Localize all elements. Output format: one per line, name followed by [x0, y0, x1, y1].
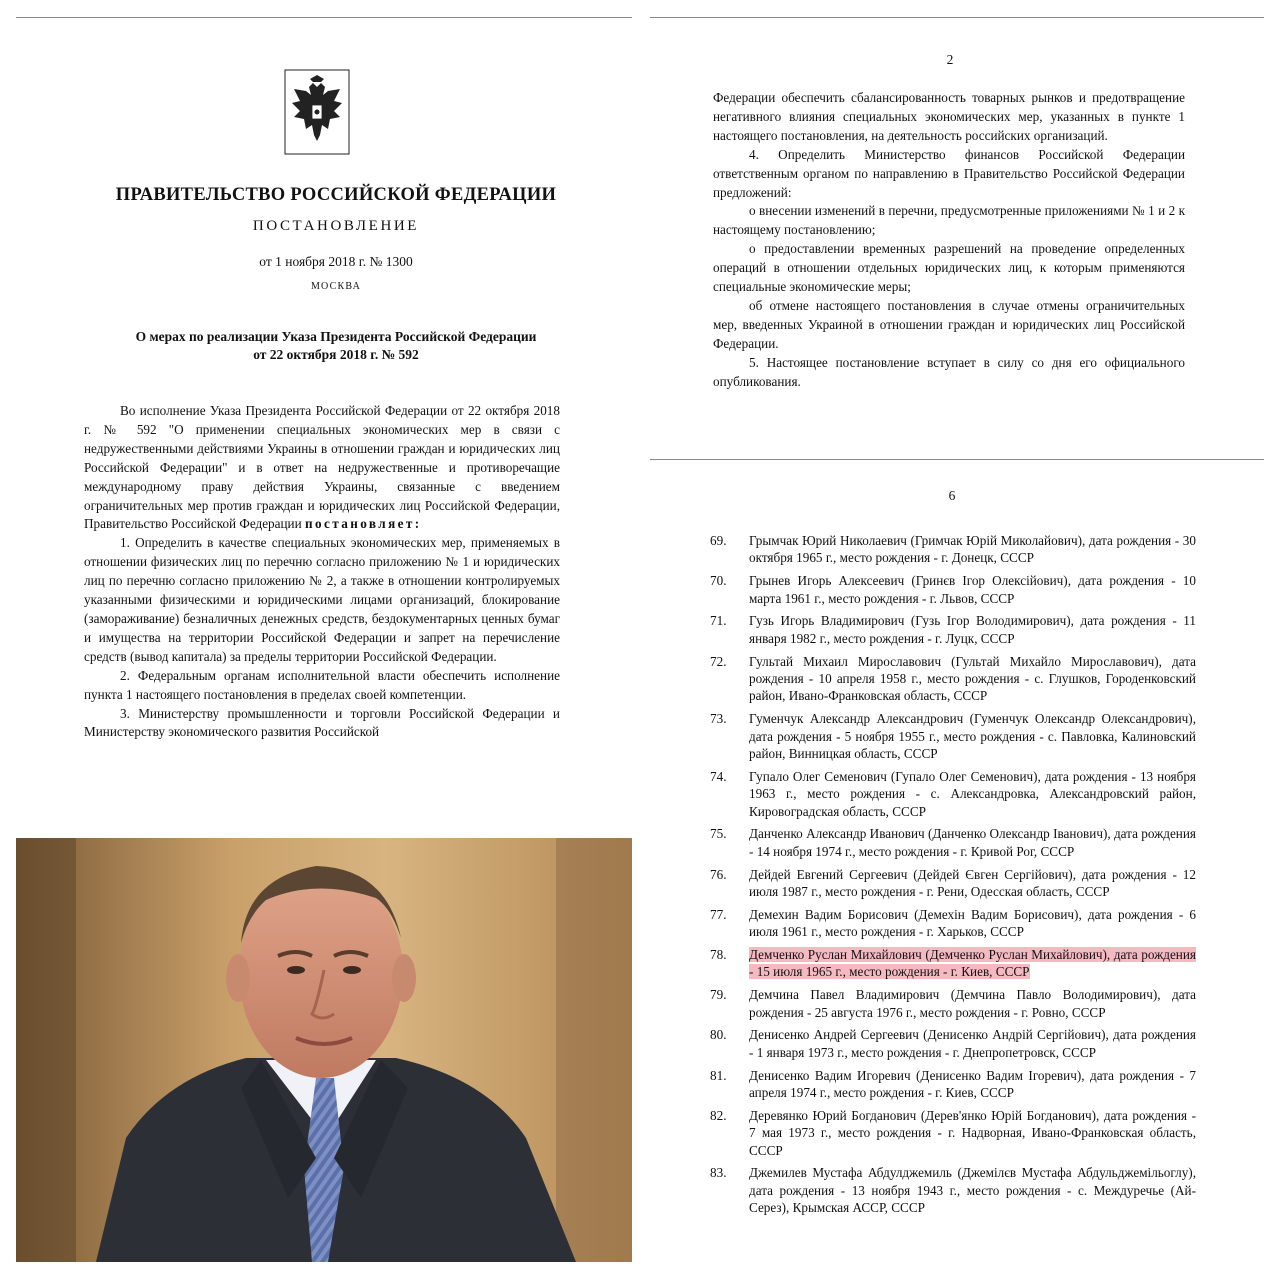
- divider-line: [650, 459, 1264, 460]
- list-item-number: 79.: [710, 987, 727, 1003]
- list-item-text-span: Денисенко Андрей Сергеевич (Денисенко Андрій Сергійович), дата рождения - 1 января 1973 г., место рождения - г. Днепропетровск, СССР: [749, 1027, 1196, 1060]
- list-item-text: [749, 768, 1196, 820]
- item-4: 4. Определить Министерство финансов Российской Федерации ответственным органом по направлению в Правительство Российской Федерации предложений:: [713, 146, 1185, 200]
- russian-coat-of-arms-icon: [284, 69, 350, 155]
- portrait-photo-icon: [16, 838, 632, 1262]
- list-item-text: [749, 532, 1196, 567]
- document-body: [84, 402, 560, 742]
- sub-item-3: об отмене настоящего постановления в случае отмены ограничительных мер, введенных Украиной в отношении граждан и юридических лиц Российской Федерации.: [713, 297, 1185, 351]
- list-item-number: 74.: [710, 768, 727, 784]
- subject-line-1: О мерах по реализации Указа Президента Российской Федерации: [135, 329, 537, 344]
- list-item: [710, 710, 1196, 762]
- list-item-number: 69.: [710, 533, 727, 548]
- list-item-text: [749, 906, 1196, 941]
- item-3: 3. Министерству промышленности и торговли Российской Федерации и Министерству экономического развития Российской: [84, 705, 560, 740]
- list-item-text: [749, 986, 1196, 1021]
- list-item-text: [749, 866, 1196, 901]
- page-number-6: 6: [948, 488, 956, 503]
- list-item: [710, 1026, 1196, 1061]
- list-item-number: 70.: [710, 573, 727, 589]
- list-item-number: 78.: [710, 947, 727, 963]
- list-item-text-span: Гультай Михаил Мирославович (Гультай Михайло Мирославович), дата рождения - 10 апреля 1958 г., место рождения - с. Глушков, Городенковский район, Ивано-Франковская область, СССР: [749, 653, 1196, 704]
- list-item-number: 77.: [710, 906, 727, 922]
- list-item-number: 71.: [710, 613, 727, 629]
- list-item: [710, 1164, 1196, 1216]
- list-item-text-span: Гуменчук Александр Александрович (Гуменчук Олександр Олександрович), дата рождения - 5 ноября 1955 г., место рождения - с. Павловка, Калиновский район, Винницкая область, СССР: [749, 711, 1196, 762]
- list-item: [710, 653, 1196, 705]
- list-item: [710, 986, 1196, 1021]
- subject-line-2: от 22 октября 2018 г. № 592: [253, 347, 419, 362]
- document-subject: [86, 328, 586, 364]
- list-item-text: [749, 1026, 1196, 1061]
- list-item: [710, 612, 1196, 647]
- list-item-highlighted: [710, 946, 1196, 981]
- divider-line: [16, 17, 632, 18]
- list-item-number: 73.: [710, 711, 727, 727]
- list-item: [710, 768, 1196, 820]
- list-item-number: 72.: [710, 653, 727, 669]
- list-item: [710, 866, 1196, 901]
- document-city: МОСКВА: [310, 281, 362, 292]
- divider-line: [650, 17, 1264, 18]
- list-item-text: [749, 1107, 1196, 1159]
- list-item-number: 81.: [710, 1067, 727, 1083]
- page-number-2: 2: [946, 52, 954, 67]
- list-item-text-span: Денисенко Вадим Игоревич (Денисенко Вадим Ігоревич), дата рождения - 7 апреля 1974 г., место рождения - г. Киев, СССР: [749, 1067, 1196, 1101]
- list-item-text: [749, 612, 1196, 647]
- item-1: 1. Определить в качестве специальных экономических мер, применяемых в отношении физических лиц по перечню согласно приложению № 1 и юридических лиц по перечню согласно приложению № 2, а также в отношении контролируемых указанными физическими и юридическими лицами организаций, блокирование (замораживание) безналичных денежных средств, бездокументарных ценных бумаг и имущества на территории Российской Федерации и запрет на перечисление средств (вывод капитала) за пределы территории Российской Федерации.: [84, 535, 560, 664]
- list-item-text-span: Демченко Руслан Михайлович (Демченко Руслан Михайлович), дата рождения - 15 июля 1965 г., место рождения - г. Киев, СССР: [749, 947, 1196, 980]
- sub-item-2: о предоставлении временных разрешений на проведение определенных операций в отношении отдельных юридических лиц, к которым применяются специальные экономические меры;: [713, 241, 1185, 295]
- list-item: [710, 532, 1196, 567]
- list-item-text-span: Гузь Игорь Владимирович (Гузь Ігор Володимирович), дата рождения - 11 января 1982 г., место рождения - г. Луцк, СССР: [749, 613, 1196, 646]
- preamble: Во исполнение Указа Президента Российской Федерации от 22 октября 2018 г. № 592 "О применении специальных экономических мер в связи с недружественными действиями Украины в отношении граждан и юридических лиц Российской Федерации" и в ответ на недружественные и противоречащие международному праву действия Украины, связанные с введением ограничительных мер против граждан и юридических лиц Российской Федерации, Правительство Российской Федерации постановляет:: [84, 403, 560, 532]
- list-item-text-span: Деревянко Юрий Богданович (Дерев'янко Юрій Богданович), дата рождения - 7 мая 1973 г., место рождения - г. Надворная, Ивано-Франковская область, СССР: [749, 1107, 1196, 1158]
- list-item-text: [749, 946, 1196, 981]
- item-2: 2. Федеральным органам исполнительной власти обеспечить исполнение пункта 1 настоящего постановления в пределах своей компетенции.: [84, 667, 560, 702]
- list-item-text: [749, 710, 1196, 762]
- list-item-text: [749, 572, 1196, 607]
- document-date: от 1 ноября 2018 г. № 1300: [259, 254, 413, 269]
- list-item: [710, 1067, 1196, 1102]
- list-item-text-span: Грымчак Юрий Николаевич (Гримчак Юрій Миколайович), дата рождения - 30 октября 1965 г., место рождения - г. Донецк, СССР: [749, 533, 1196, 566]
- list-item-number: 75.: [710, 826, 727, 842]
- list-item-text-span: Данченко Александр Иванович (Данченко Олександр Іванович), дата рождения - 14 ноября 1974 г., место рождения - г. Кривой Рог, СССР: [749, 826, 1196, 859]
- list-item-number: 83.: [710, 1165, 727, 1181]
- document-page-2: [713, 89, 1185, 392]
- government-title: ПРАВИТЕЛЬСТВО РОССИЙСКОЙ ФЕДЕРАЦИИ: [115, 185, 557, 205]
- list-item-text-span: Демчина Павел Владимирович (Демчина Павло Володимирович), дата рождения - 25 августа 1976 г., место рождения - г. Ровно, СССР: [749, 987, 1196, 1020]
- document-type: ПОСТАНОВЛЕНИЕ: [252, 218, 420, 234]
- list-item-text: [749, 1067, 1196, 1102]
- list-item: [710, 906, 1196, 941]
- sub-item-1: о внесении изменений в перечни, предусмотренные приложениями № 1 и 2 к настоящему постановлению;: [713, 203, 1185, 238]
- list-item-number: 76.: [710, 866, 727, 882]
- document-page-1: [16, 20, 632, 832]
- list-item-text: [749, 825, 1196, 860]
- list-item-number: 82.: [710, 1107, 727, 1123]
- paragraph-continuation: Федерации обеспечить сбалансированность товарных рынков и предотвращение негативного влияния специальных экономических мер, указанных в пункте 1 настоящего постановления, на деятельность российских организаций.: [713, 90, 1185, 143]
- list-item-number: 80.: [710, 1027, 727, 1043]
- list-item-text-span: Грынев Игорь Алексеевич (Гринєв Ігор Олексійович), дата рождения - 10 марта 1961 г., место рождения - г. Львов, СССР: [749, 573, 1196, 606]
- sanction-list: [710, 532, 1196, 1222]
- list-item: [710, 1107, 1196, 1159]
- list-item-text-span: Демехин Вадим Борисович (Демехін Вадим Борисович), дата рождения - 6 июля 1961 г., место рождения - г. Харьков, СССР: [749, 906, 1196, 940]
- list-item-text-span: Дейдей Евгений Сергеевич (Дейдей Євген Сергійович), дата рождения - 12 июля 1987 г., место рождения - г. Рени, Одесская область, СССР: [749, 866, 1196, 900]
- list-item-text-span: Джемилев Мустафа Абдулджемиль (Джемілєв Мустафа Абдульджемільоглу), дата рождения - 13 ноября 1943 г., место рождения - с. Междуречье (Ай-Серез), Крымская АССР, СССР: [749, 1165, 1196, 1216]
- item-5: 5. Настоящее постановление вступает в силу со дня его официального опубликования.: [713, 354, 1185, 389]
- list-item-text: [749, 1164, 1196, 1216]
- list-item: [710, 572, 1196, 607]
- list-item-text-span: Гупало Олег Семенович (Гупало Олег Семенович), дата рождения - 13 ноября 1963 г., место рождения - с. Александровка, Александровский район, Кировоградская область, СССР: [749, 768, 1196, 819]
- list-item-text: [749, 653, 1196, 705]
- list-item: [710, 825, 1196, 860]
